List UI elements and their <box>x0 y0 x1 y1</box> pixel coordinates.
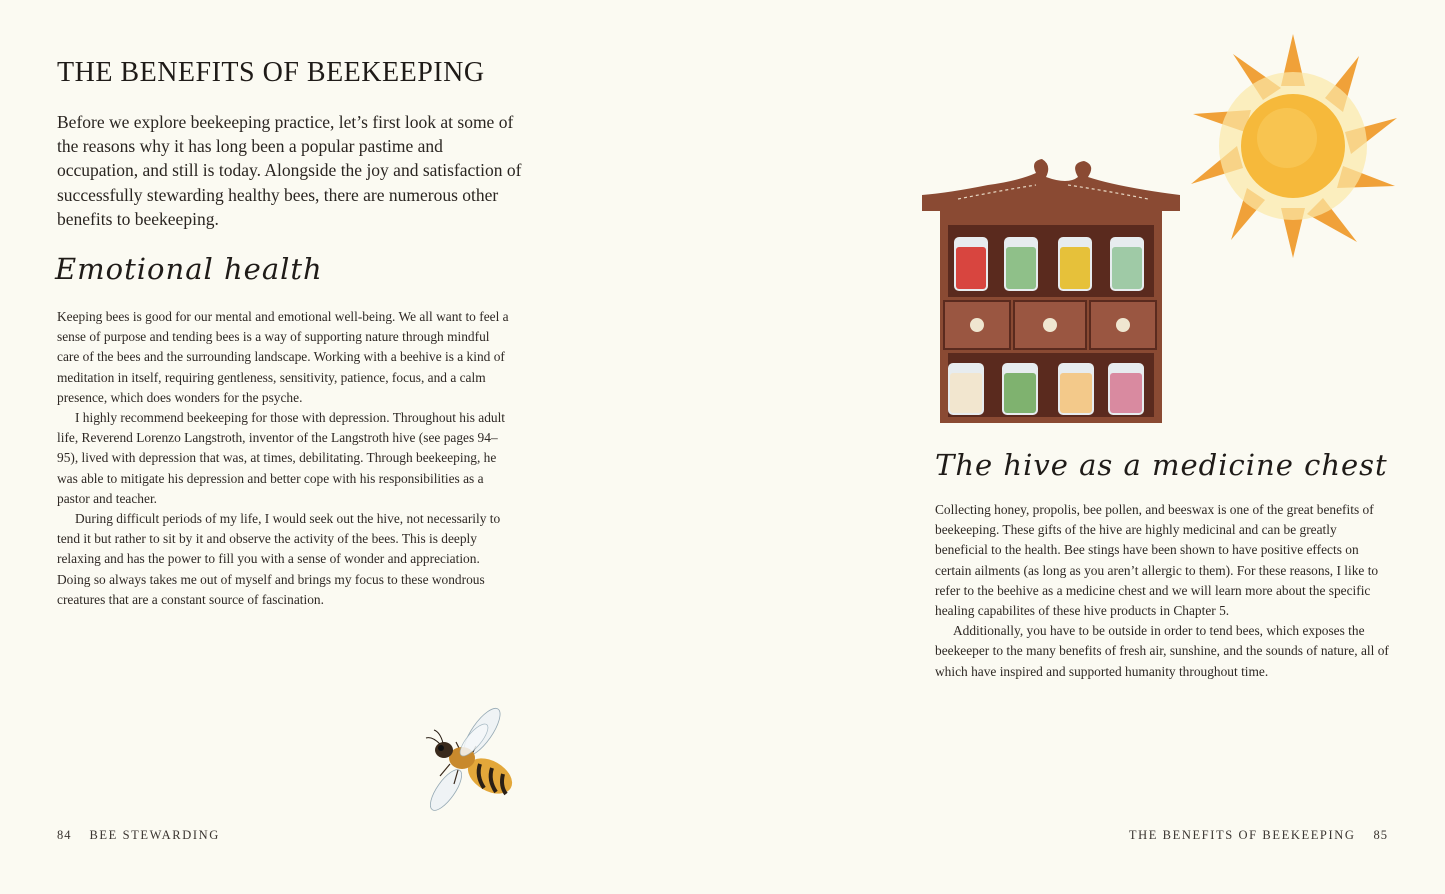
intro-paragraph: Before we explore beekeeping practice, let’s first look at some of the reasons why it has long been a popular pastime and occupation, and still is today. Alongside the joy and satisfaction of successfully stewarding healthy bees, there are numerous other benefits to beekeeping. <box>57 112 522 229</box>
left-page <box>0 0 722 894</box>
body-paragraph: During difficult periods of my life, I would seek out the hive, not necessarily to tend it but rather to sit by it and observe the activity of the bees. This is deeply relaxing and has the power to fill you with a sense of wonder and appreciation. Doing so always takes me out of myself and brings my focus to these wondrous creatures that are a constant source of fascination. <box>57 511 501 607</box>
body-paragraph: Collecting honey, propolis, bee pollen, and beeswax is one of the great benefits of beekeeping. These gifts of the hive are highly medicinal and can be greatly beneficial to the health. Bee stings have been shown to have positive effects on certain ailments (as long as you aren’t allergic to them). For these reasons, I like to refer to the beehive as a medicine chest and we will learn more about the specific healing capabilites of these hive products in Chapter 5. <box>935 502 1379 619</box>
page-number: 85 <box>1373 828 1388 842</box>
page-number: 84 <box>57 828 72 842</box>
section-heading-medicine-chest: The hive as a medicine chest <box>935 448 1388 482</box>
running-head: BEE STEWARDING <box>89 828 220 842</box>
right-page <box>723 0 1445 894</box>
running-head: THE BENEFITS OF BEEKEEPING <box>1128 828 1356 842</box>
body-paragraph: Additionally, you have to be outside in order to tend bees, which exposes the beekeeper to the many benefits of fresh air, sunshine, and the sounds of nature, all of which have inspired and supported humanity throughout time. <box>935 623 1389 679</box>
body-paragraph: Keeping bees is good for our mental and emotional well-being. We all want to feel a sense of purpose and tending bees is a way of supporting nature through mindful care of the bees and the surrounding landscape. Working with a beehive is a kind of meditation in itself, requiring gentleness, sensitivity, patience, focus, and a calm presence, which does wonders for the psyche. <box>57 309 509 405</box>
medicine-chest-body <box>935 500 1390 682</box>
body-paragraph: I highly recommend beekeeping for those with depression. Throughout his adult life, Reverend Lorenzo Langstroth, inventor of the Langstroth hive (see pages 94–95), lived with depression that was, at times, debilitating. Through beekeeping, he was able to mitigate his depression and better cope with his responsibilities as a pastor and teacher. <box>57 410 506 506</box>
apothecary-cabinet-illustration <box>918 155 1183 423</box>
section-heading-emotional-health: Emotional health <box>55 252 323 286</box>
sun-illustration <box>1173 28 1413 263</box>
footer-left <box>57 828 220 843</box>
footer-right <box>1129 828 1388 843</box>
bee-illustration <box>410 702 525 820</box>
page-title: THE BENEFITS OF BEEKEEPING <box>57 57 485 88</box>
emotional-health-body <box>57 307 512 610</box>
